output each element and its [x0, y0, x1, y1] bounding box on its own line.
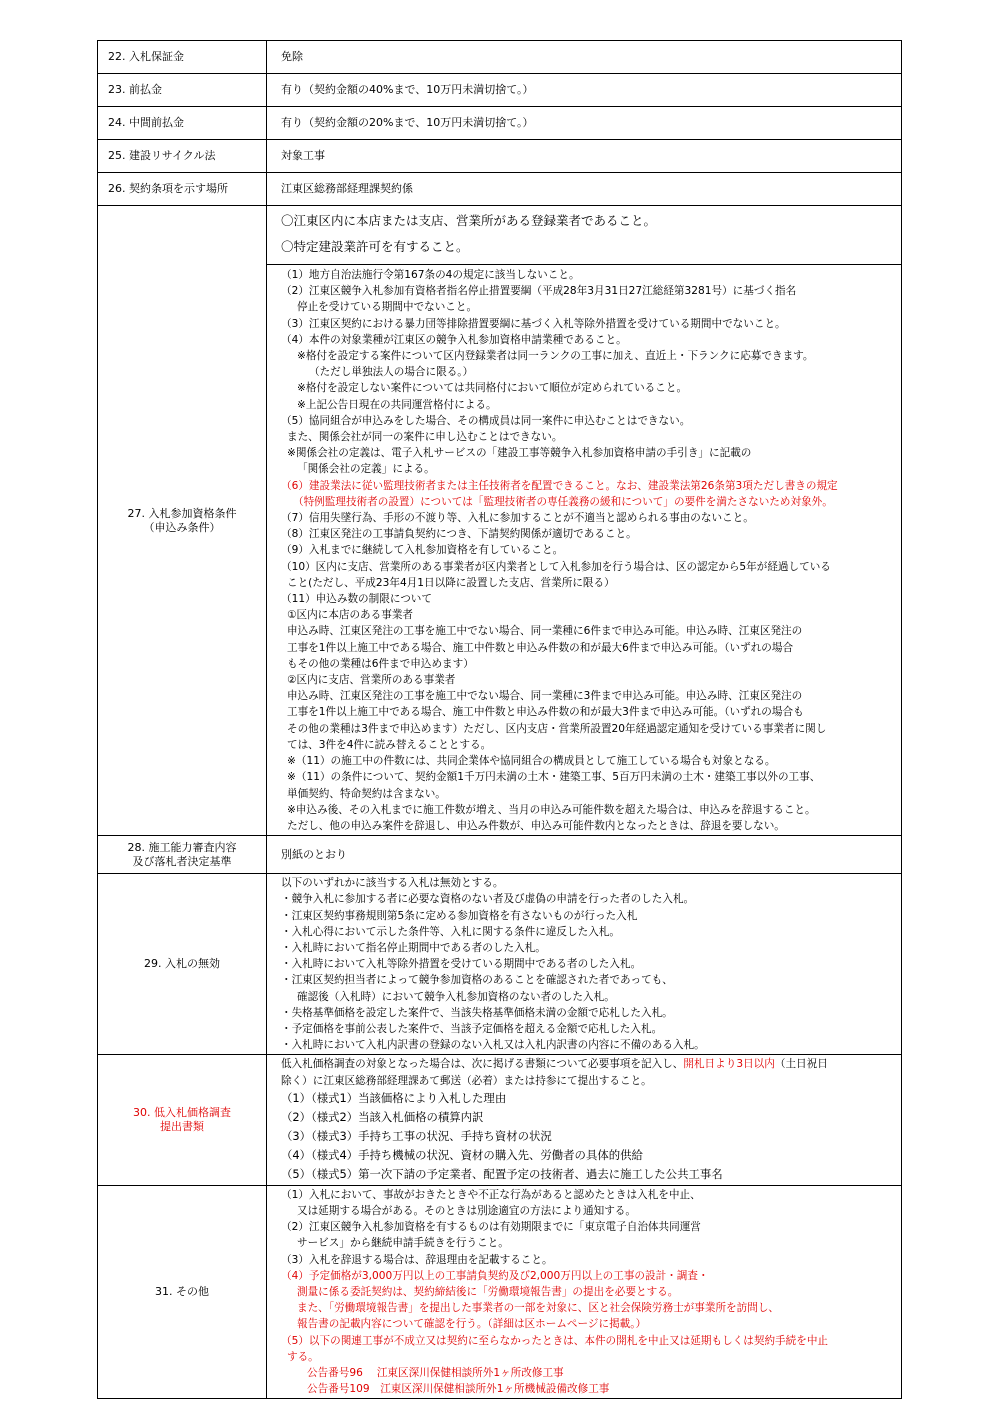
deadline-highlight: 開札日より3日以内	[683, 1058, 775, 1071]
instruction-text: （土日祝日	[774, 1058, 828, 1071]
other-line-highlight: 報告書の記載内容について確認を行う。（詳細は区ホームページに掲載。）	[297, 1318, 647, 1331]
instruction-text: 低入札価格調査の対象となった場合は、次に掲げる書類について必要事項を記入し、	[281, 1058, 684, 1071]
condition-line: 〇特定建設業許可を有すること。	[281, 239, 469, 254]
row-label-line: 28. 施工能力審査内容	[127, 840, 237, 854]
other-line-highlight: する。	[287, 1350, 319, 1363]
invalid-line: 確認後（入札時）において競争入札参加資格のない者のした入札。	[297, 990, 615, 1003]
invalid-line: ・江東区契約事務規則第5条に定める参加資格を有さないものが行った入札	[281, 909, 638, 922]
other-line-highlight: （4）予定価格が3,000万円以上の工事請負契約及び2,000万円以上の工事の設計・調査・	[281, 1269, 709, 1282]
other-line: （3）入札を辞退する場合は、辞退理由を記載すること。	[281, 1253, 553, 1266]
condition-line: 申込み時、江東区発注の工事を施工中でない場合、同一業種に6件まで申込み可能。申込み時、江東区発注の	[287, 625, 803, 638]
invalid-line: ・競争入札に参加する者に必要な資格のない者及び虚偽の申請を行った者のした入札。	[281, 893, 695, 906]
row-value: 江東区総務部経理課契約係	[267, 173, 902, 206]
invalid-line: ・失格基準価格を設定した案件で、当該失格基準価格未満の金額で応札した入札。	[281, 1006, 673, 1019]
condition-line: ※上記公告日現在の共同運営格付による。	[297, 398, 497, 411]
row-value: 免除	[267, 41, 902, 74]
row-label	[98, 206, 267, 836]
table-row	[98, 874, 902, 1055]
condition-line: また、関係会社が同一の案件に申し込むことはできない。	[287, 431, 563, 444]
condition-line: 申込み時、江東区発注の工事を施工中でない場合、同一業種に3件まで申込み可能。申込み時、江東区発注の	[287, 690, 803, 703]
invalid-line: ・江東区契約担当者によって競争参加資格のあることを確認された者であっても、	[281, 974, 673, 987]
condition-line: （9）入札までに継続して入札参加資格を有していること。	[281, 544, 564, 557]
condition-line: （11）申込み数の制限について	[281, 593, 432, 606]
condition-line-highlight: （特例監理技術者の設置）については「監理技術者の専任義務の緩和について」の要件を満たさないため対象外。	[293, 495, 833, 508]
condition-line: ※関係会社の定義は、電子入札サービスの「建設工事等競争入札参加資格申請の手引き」に記載の	[287, 447, 752, 460]
condition-line: （10）区内に支店、営業所のある事業者が区内業者として入札参加を行う場合は、区の認定から5年が経過している	[281, 560, 831, 573]
row-value: 別紙のとおり	[267, 836, 902, 874]
condition-line: 工事を1件以上施工中である場合、施工中件数と申込み件数の和が最大6件まで申込み可能。（いずれの場合	[287, 641, 794, 654]
document-item: （2）（様式2）当該入札価格の積算内訳	[281, 1109, 484, 1124]
condition-line: ②区内に支店、営業所のある事業者	[287, 674, 456, 687]
other-line: 又は延期する場合がある。そのときは別途適宜の方法により通知する。	[297, 1204, 636, 1217]
row-value: 対象工事	[267, 140, 902, 173]
row-value: 有り（契約金額の20%まで、10万円未満切捨て。）	[267, 107, 902, 140]
condition-line: 「関係会社の定義」による。	[297, 463, 435, 476]
row-label: 23. 前払金	[98, 74, 267, 107]
row-label: 29. 入札の無効	[98, 874, 267, 1055]
condition-line: 〇江東区内に本店または支店、営業所がある登録業者であること。	[281, 213, 657, 228]
condition-line-highlight: （6）建設業法に従い監理技術者または主任技術者を配置できること。なお、建設業法第26条第3項ただし書きの規定	[281, 479, 838, 492]
table-row	[98, 173, 902, 206]
condition-line: （4）本件の対象業種が江東区の競争入札参加資格申請業種であること。	[281, 333, 627, 346]
document-item: （1）（様式1）当該価格により入札した理由	[281, 1090, 507, 1105]
condition-line: ※（11）の施工中の件数には、共同企業体や協同組合の構成員として施工している場合も対象となる。	[287, 755, 776, 768]
invalid-line: ・入札時において入札内訳書の登録のない入札又は入札内訳書の内容に不備のある入札。	[281, 1039, 705, 1052]
condition-line: ては、3件を4件に読み替えることとする。	[287, 738, 492, 751]
table-row	[98, 1055, 902, 1185]
document-item: （5）（様式5）第一次下請の予定業者、配置予定の技術者、過去に施工した公共工事名	[281, 1166, 723, 1181]
other-line: サービス」から継続申請手続きを行うこと。	[297, 1237, 509, 1250]
row-label-line: 及び落札者決定基準	[132, 854, 232, 868]
instruction-line: 除く）に江東区総務部経理課あて郵送（必着）または持参にて提出すること。	[281, 1074, 652, 1087]
condition-line: 工事を1件以上施工中である場合、施工中件数と申込み件数の和が最大3件まで申込み可能。（いずれの場合も	[287, 706, 804, 719]
row-label: 31. その他	[98, 1185, 267, 1399]
invalid-line: 以下のいずれかに該当する入札は無効とする。	[281, 877, 504, 890]
invalid-line: ・入札時において指名停止期間中である者のした入札。	[281, 941, 546, 954]
row-label-line: （申込み条件）	[143, 520, 221, 534]
row-value	[267, 874, 902, 1055]
other-line: （1）入札において、事故がおきたときや不正な行為があると認めたときは入札を中止、	[281, 1188, 701, 1201]
invalid-line: ・予定価格を事前公表した案件で、当該予定価格を超える金額で応札した入札。	[281, 1022, 663, 1035]
related-work-line: 公告番号109 江東区深川保健相談所外1ヶ所機械設備改修工事	[307, 1383, 610, 1396]
other-line-highlight: （5）以下の関連工事が不成立又は契約に至らなかったときは、本件の開札を中止又は延期もしくは契約手続を中止	[281, 1334, 829, 1347]
row-label: 22. 入札保証金	[98, 41, 267, 74]
table-row	[98, 107, 902, 140]
row-label: 24. 中間前払金	[98, 107, 267, 140]
row-label	[98, 1055, 267, 1185]
row-value: 有り（契約金額の40%まで、10万円未満切捨て。）	[267, 74, 902, 107]
conditions-table	[97, 40, 902, 1399]
row-label	[98, 836, 267, 874]
row-value	[267, 206, 902, 836]
condition-line: （3）江東区契約における暴力団等排除措置要綱に基づく入札等除外措置を受けている期間中でないこと。	[281, 317, 786, 330]
condition-line: （8）江東区発注の工事請負契約につき、下請契約関係が適切であること。	[281, 528, 637, 541]
table-row	[98, 41, 902, 74]
detail-conditions	[267, 264, 901, 835]
top-conditions	[267, 206, 901, 264]
condition-line: ※（11）の条件について、契約金額1千万円未満の土木・建築工事、5百万円未満の土木・建築工事以外の工事、	[287, 771, 821, 784]
condition-line: （1）地方自治法施行令第167条の4の規定に該当しないこと。	[281, 269, 580, 281]
condition-line: 停止を受けている期間中でないこと。	[297, 301, 478, 314]
table-row	[98, 74, 902, 107]
other-line-highlight: 測量に係る委託契約は、契約締結後に「労働環境報告書」の提出を必要とする。	[297, 1285, 679, 1298]
condition-line: その他の業種は3件まで申込めます）ただし、区内支店・営業所設置20年経過認定通知を受けている事業者に関し	[287, 722, 827, 735]
instruction-line	[267, 1056, 901, 1072]
condition-line: ①区内に本店のある事業者	[287, 609, 414, 622]
condition-line: ※申込み後、その入札までに施工件数が増え、当月の申込み可能件数を超えた場合は、申込みを辞退すること。	[287, 803, 816, 816]
row-label: 26. 契約条項を示す場所	[98, 173, 267, 206]
table-row	[98, 206, 902, 836]
condition-line: （2）江東区競争入札参加有資格者指名停止措置要綱（平成28年3月31日27江総経第3281号）に基づく指名	[281, 285, 797, 298]
row-value	[267, 1055, 902, 1185]
condition-line: ※格付を設定しない案件については共同格付において順位が定められていること。	[297, 382, 688, 395]
conditions-sheet	[97, 40, 902, 1399]
row-label-line: 27. 入札参加資格条件	[127, 506, 237, 520]
related-work-line: 公告番号96 江東区深川保健相談所外1ヶ所改修工事	[307, 1366, 564, 1379]
document-item: （4）（様式4）手持ち機械の状況、資材の購入先、労働者の具体的供給	[281, 1147, 643, 1162]
condition-line: こと(ただし、平成23年4月1日以降に設置した支店、営業所に限る）	[287, 576, 615, 589]
row-value	[267, 1185, 902, 1399]
condition-line: もその他の業種は6件まで申込めます）	[287, 657, 474, 670]
invalid-line: ・入札心得において示した条件等、入札に関する条件に違反した入札。	[281, 925, 620, 938]
table-row	[98, 140, 902, 173]
condition-line: （ただし単独法人の場合に限る。）	[309, 366, 474, 379]
condition-line: 単価契約、特命契約は含まない。	[287, 787, 446, 800]
document-item: （3）（様式3）手持ち工事の状況、手持ち資材の状況	[281, 1128, 552, 1143]
other-line-highlight: また、「労働環境報告書」を提出した事業者の一部を対象に、区と社会保険労務士が事業所を訪問し、	[297, 1302, 780, 1315]
condition-line: ※格付を設定する案件について区内登録業者は同一ランクの工事に加え、直近上・下ランクに応募できます。	[297, 350, 814, 363]
table-row	[98, 836, 902, 874]
row-label-line: 30. 低入札価格調査	[133, 1106, 231, 1120]
condition-line: （7）信用失墜行為、手形の不渡り等、入札に参加することが不適当と認められる事由のないこと。	[281, 512, 754, 525]
table-row	[98, 1185, 902, 1399]
other-line: （2）江東区競争入札参加資格を有するものは有効期限までに「東京電子自治体共同運営	[281, 1221, 701, 1234]
condition-line: ただし、他の申込み案件を辞退し、申込み件数が、申込み可能件数内となったときは、辞退を要しない。	[287, 819, 785, 832]
invalid-line: ・入札時において入札等除外措置を受けている期間中である者のした入札。	[281, 958, 642, 971]
row-label: 25. 建設リサイクル法	[98, 140, 267, 173]
row-label-line: 提出書類	[160, 1120, 204, 1134]
condition-line: （5）協同組合が申込みをした場合、その構成員は同一案件に申込むことはできない。	[281, 414, 691, 427]
